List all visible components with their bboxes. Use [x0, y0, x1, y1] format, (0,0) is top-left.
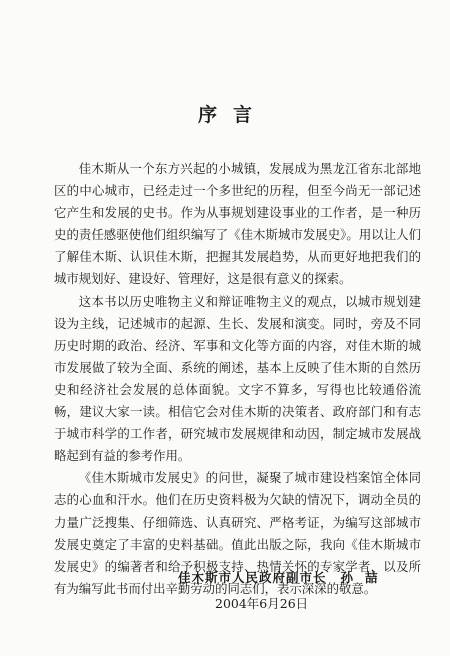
signature-name: 孙喆: [340, 570, 390, 585]
paragraph-3: 《佳木斯城市发展史》的问世，凝聚了城市建设档案馆全体同志的心血和汗水。他们在历史资料极为欠缺的情况下，调动全员的力量广泛搜集、仔细筛选、认真研究、严格考证，为编写这部城市发展史奠定了丰富的史料基础。值此出版之际，我向《佳木斯城市发展史》的编著者和给予积极支持、热情关怀的专家学者，以及所有为编写此书而付出辛勤劳动的同志们，表示深深的敬意。: [54, 470, 421, 596]
page-title: 序言: [197, 104, 268, 126]
preface-body: [54, 158, 421, 600]
paragraph-1: 佳木斯从一个东方兴起的小城镇，发展成为黑龙江省东北部地区的中心城市，已经走过一个多世纪的历程，但至今尚无一部记述它产生和发展的史书。作为从事规划建设事业的工作者，是一种历史的责任感驱使他们组织编写了《佳木斯城市发展史》。用以让人们了解佳木斯、认识佳木斯，把握其发展趋势，从而更好地把我们的城市规划好、建设好、管理好，这是很有意义的探索。: [54, 161, 421, 287]
paragraph-2: 这本书以历史唯物主义和辩证唯物主义的观点，以城市规划建设为主线，记述城市的起源、生长、发展和演变。同时，旁及不同历史时期的政治、经济、军事和文化等方面的内容，对佳木斯的城市发展做了较为全面、系统的阐述，基本上反映了佳木斯的自然历史和经济社会发展的总体面貌。文字不算多，写得也比较通俗流畅，建议大家一读。相信它会对佳木斯的决策者、政府部门和有志于城市科学的工作者，研究城市发展规律和动因，制定城市发展战略起到有益的参考作用。: [54, 293, 421, 464]
signature-line: [178, 568, 390, 586]
signature-position: 佳木斯市人民政府副市长: [178, 570, 327, 585]
signature-date: 2004年6月26日: [215, 596, 309, 611]
